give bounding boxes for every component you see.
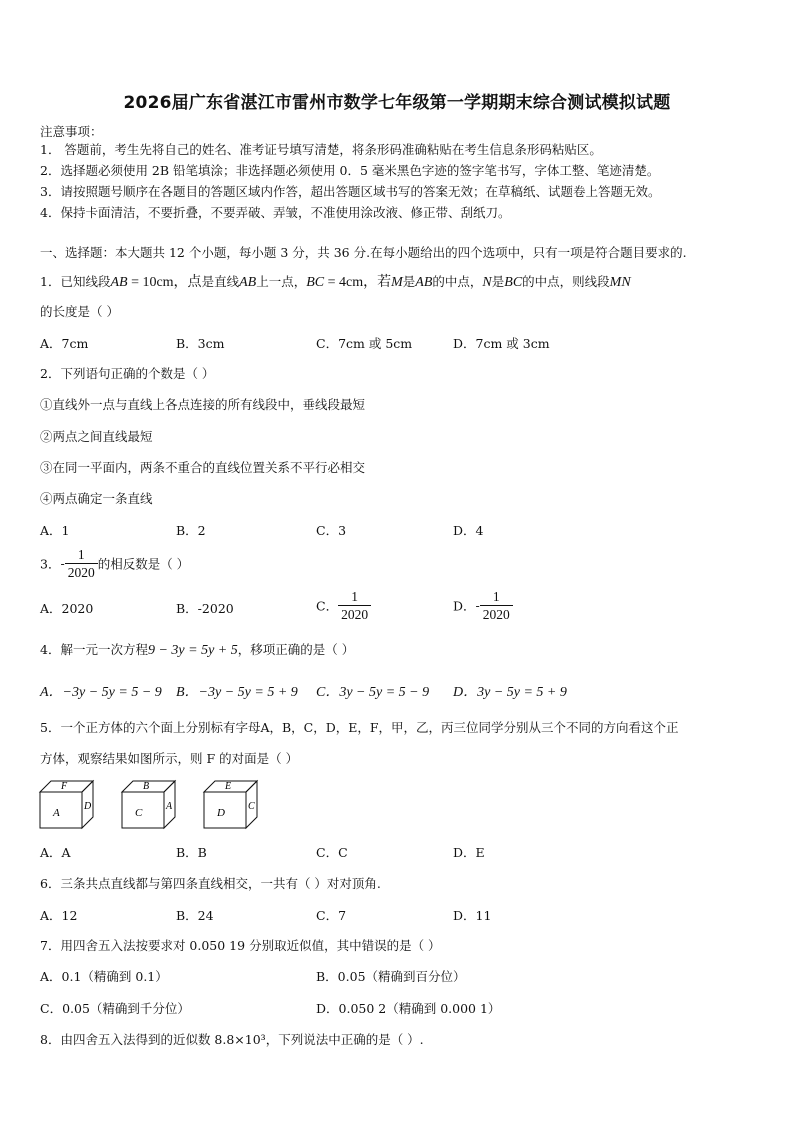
question-2-stem: 2．下列语句正确的个数是（ ）: [40, 366, 215, 381]
q2-statement-1: ①直线外一点与直线上各点连接的所有线段中，垂线段最短: [40, 397, 366, 412]
notice-heading: 注意事项：: [40, 124, 103, 139]
q6-option-a[interactable]: A．12: [40, 908, 78, 923]
q1-option-b[interactable]: B．3cm: [176, 336, 225, 351]
q2-option-d[interactable]: D．4: [453, 523, 484, 538]
question-5-stem: 5．一个正方体的六个面上分别标有字母A，B，C，D，E，F，甲，乙，丙三位同学分别从三个不同的方向看这个正: [40, 720, 679, 735]
cube-2-side-label: A: [166, 801, 173, 812]
question-1-stem-cont: 的长度是（ ）: [40, 304, 119, 319]
question-1-stem: 1．已知线段AB = 10cm，点是直线AB上一点，BC = 4cm，若M是AB的中点，N是BC的中点，则线段MN: [40, 274, 631, 290]
q4-option-c[interactable]: C．3y − 5y = 5 − 9: [316, 685, 430, 700]
q5-option-b[interactable]: B．B: [176, 845, 207, 860]
q1-option-d[interactable]: D．7cm 或 3cm: [453, 336, 550, 351]
q5-option-c[interactable]: C．C: [316, 845, 348, 860]
notice-item-1: 1． 答题前，考生先将自己的姓名、准考证号填写清楚，将条形码准确粘贴在考生信息条形码粘贴区。: [40, 142, 602, 157]
question-8-stem: 8．由四舍五入法得到的近似数 8.8×10³，下列说法中正确的是（ ）.: [40, 1032, 424, 1047]
q7-option-b[interactable]: B．0.05（精确到百分位）: [316, 969, 466, 984]
cube-1-side-label: D: [84, 801, 92, 812]
q1-option-c[interactable]: C．7cm 或 5cm: [316, 336, 413, 351]
q1-option-a[interactable]: A．7cm: [40, 336, 89, 351]
q6-option-b[interactable]: B．24: [176, 908, 214, 923]
q5-option-a[interactable]: A．A: [40, 845, 71, 860]
q7-option-c[interactable]: C．0.05（精确到千分位）: [40, 1001, 190, 1016]
q3-option-d[interactable]: D．- $\frac{1}{2020}$: [453, 588, 513, 623]
cube-view-1: [36, 776, 100, 832]
question-7-stem: 7．用四舍五入法按要求对 0.050 19 分别取近似值，其中错误的是（ ）: [40, 938, 441, 953]
q3-option-b[interactable]: B．-2020: [176, 601, 234, 616]
question-5-stem-cont: 方体，观察结果如图所示，则 F 的对面是（ ）: [40, 751, 299, 766]
q7-option-a[interactable]: A．0.1（精确到 0.1）: [40, 969, 168, 984]
q3-option-a[interactable]: A．2020: [40, 601, 94, 616]
cube-3-side-label: C: [248, 801, 255, 812]
section-heading: 一、选择题：本大题共 12 个小题，每小题 3 分，共 36 分.在每小题给出的四个选项中，只有一项是符合题目要求的.: [40, 245, 687, 260]
q4-option-a[interactable]: A．−3y − 5y = 5 − 9: [40, 685, 162, 700]
notice-item-3: 3．请按照题号顺序在各题目的答题区域内作答，超出答题区域书写的答案无效；在草稿纸、试题卷上答题无效。: [40, 184, 661, 199]
question-4-stem: 4．解一元一次方程9 − 3y = 5y + 5，移项正确的是（ ）: [40, 642, 355, 658]
fraction-1-over-2020: $\frac{1}{2020}$: [65, 546, 98, 581]
cube-1-top-label: F: [61, 781, 68, 792]
cube-2-front-label: C: [135, 807, 143, 819]
q2-option-a[interactable]: A．1: [40, 523, 70, 538]
q4-option-b[interactable]: B．−3y − 5y = 5 + 9: [176, 685, 298, 700]
q2-option-c[interactable]: C．3: [316, 523, 347, 538]
cube-3-top-label: E: [225, 781, 232, 792]
cube-view-3: [200, 776, 264, 832]
q7-option-d[interactable]: D．0.050 2（精确到 0.000 1）: [316, 1001, 501, 1016]
q5-option-d[interactable]: D．E: [453, 845, 485, 860]
notice-item-2: 2．选择题必须使用 2B 铅笔填涂；非选择题必须使用 0．5 毫米黑色字迹的签字笔书写，字体工整、笔迹清楚。: [40, 163, 660, 178]
question-3-stem: 3．- $\frac{1}{2020}$ 的相反数是（ ）: [40, 547, 190, 580]
q2-statement-2: ②两点之间直线最短: [40, 429, 153, 444]
q2-statement-4: ④两点确定一条直线: [40, 491, 153, 506]
question-6-stem: 6．三条共点直线都与第四条直线相交，一共有（ ）对对顶角.: [40, 876, 381, 891]
q2-statement-3: ③在同一平面内，两条不重合的直线位置关系不平行必相交: [40, 460, 366, 475]
notice-item-4: 4．保持卡面清洁，不要折叠，不要弄破、弄皱，不准使用涂改液、修正带、刮纸刀。: [40, 205, 511, 220]
q3-option-c[interactable]: C． $\frac{1}{2020}$: [316, 588, 371, 623]
cube-2-top-label: B: [143, 781, 150, 792]
cube-view-2: [118, 776, 182, 832]
q2-option-b[interactable]: B．2: [176, 523, 206, 538]
q6-option-d[interactable]: D．11: [453, 908, 492, 923]
cube-3-front-label: D: [217, 807, 225, 819]
cube-1-front-label: A: [53, 807, 60, 819]
q6-option-c[interactable]: C．7: [316, 908, 347, 923]
q4-option-d[interactable]: D．3y − 5y = 5 + 9: [453, 685, 567, 700]
page-title: 2026届广东省湛江市雷州市数学七年级第一学期期末综合测试模拟试题: [123, 93, 671, 113]
